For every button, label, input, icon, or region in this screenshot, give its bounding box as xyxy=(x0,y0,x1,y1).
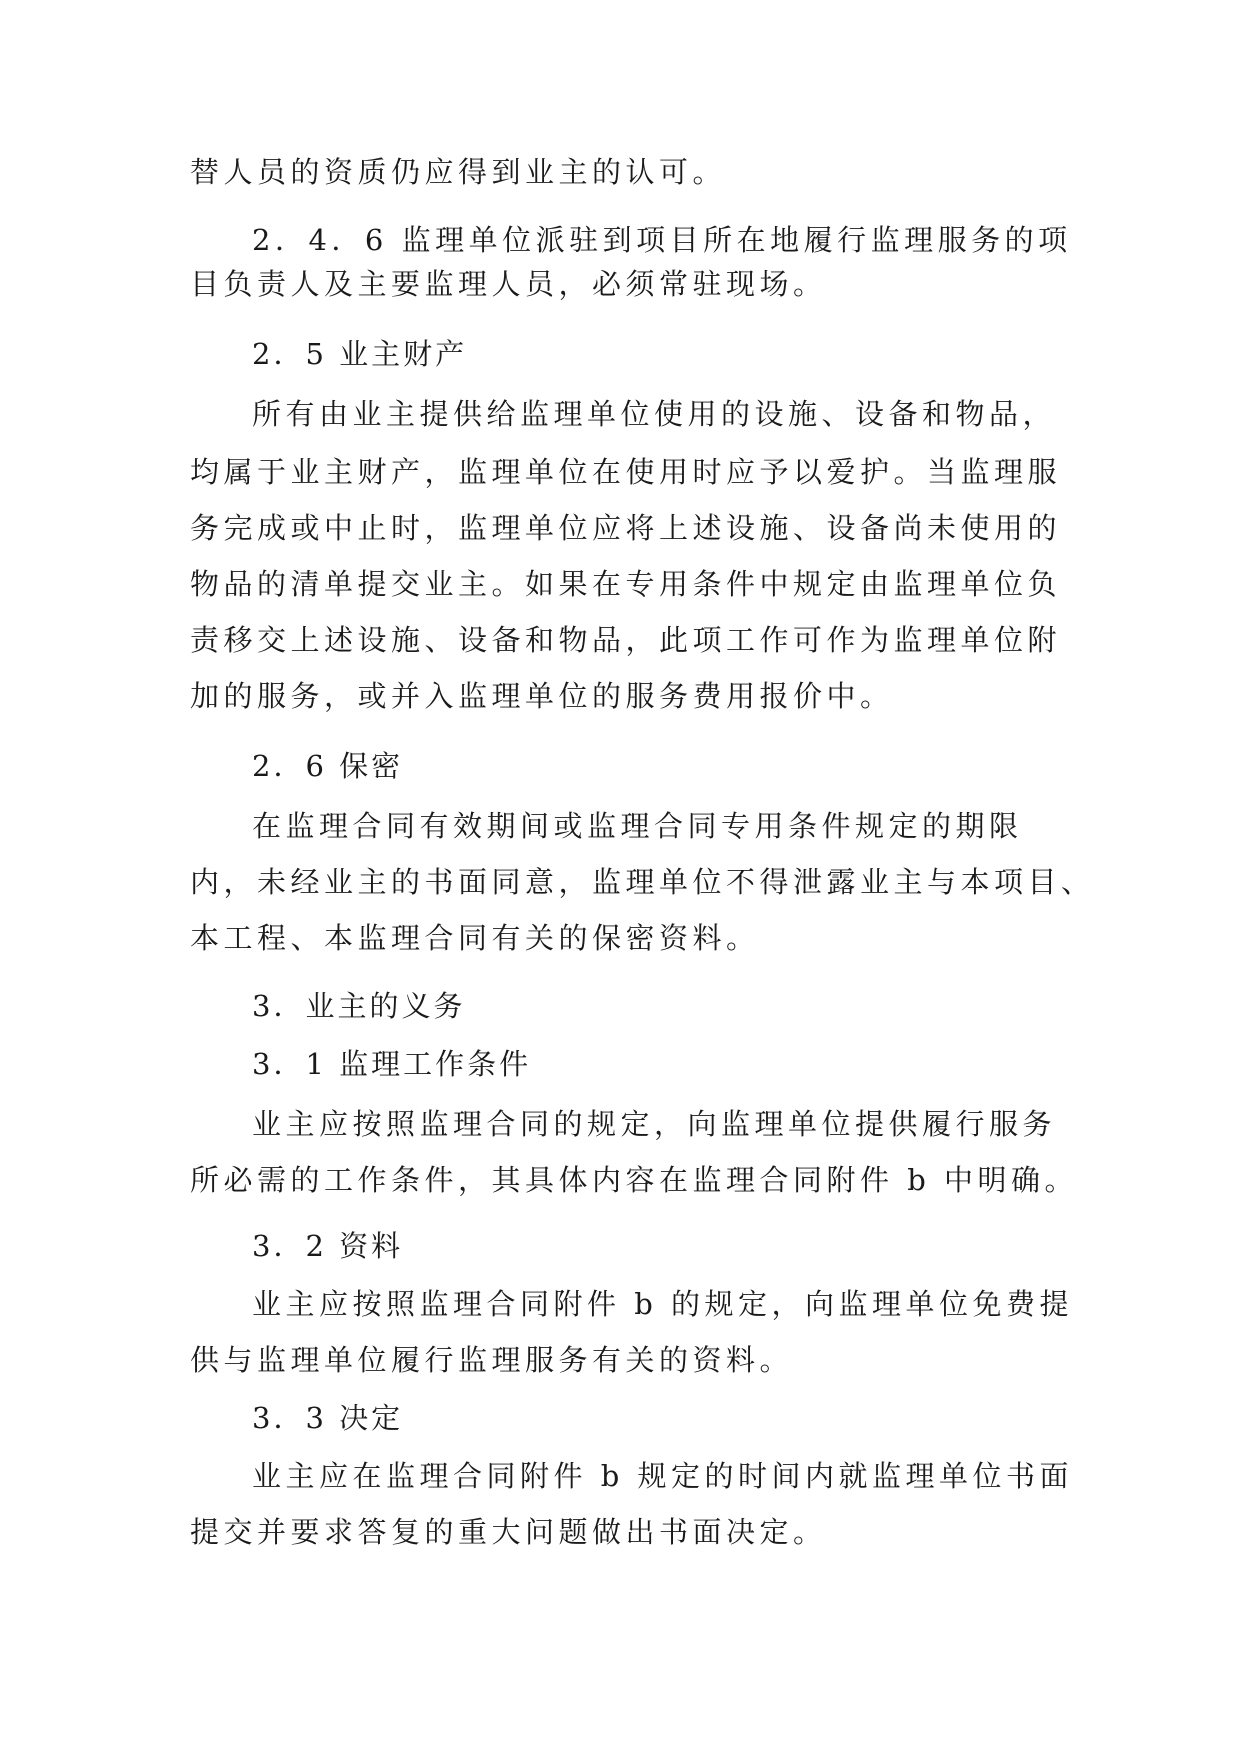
body-text-line: 业主应按照监理合同附件 b 的规定，向监理单位免费提 xyxy=(252,1287,1074,1321)
body-text-line: 业主应按照监理合同的规定，向监理单位提供履行服务 xyxy=(252,1107,1057,1141)
body-text-line: 提交并要求答复的重大问题做出书面决定。 xyxy=(190,1515,827,1549)
body-text-line: 在监理合同有效期间或监理合同专用条件规定的期限 xyxy=(252,809,1023,843)
clause-heading-3-2: 3．2 资料 xyxy=(252,1229,404,1263)
body-text-line: 内，未经业主的书面同意，监理单位不得泄露业主与本项目、 xyxy=(190,865,1095,899)
clause-heading-2-4-6: 2．4．6 监理单位派驻到项目所在地履行监理服务的项 xyxy=(252,223,1072,257)
clause-heading-3-1: 3．1 监理工作条件 xyxy=(252,1047,532,1081)
body-text-line: 所有由业主提供给监理单位使用的设施、设备和物品， xyxy=(252,397,1057,431)
body-text-line: 所必需的工作条件，其具体内容在监理合同附件 b 中明确。 xyxy=(190,1163,1079,1197)
section-heading-3: 3．业主的义务 xyxy=(252,989,466,1023)
body-text-line: 物品的清单提交业主。如果在专用条件中规定由监理单位负 xyxy=(190,567,1062,601)
body-text-line: 务完成或中止时，监理单位应将上述设施、设备尚未使用的 xyxy=(190,511,1062,545)
body-text-line: 业主应在监理合同附件 b 规定的时间内就监理单位书面 xyxy=(252,1459,1074,1493)
clause-heading-2-5: 2．5 业主财产 xyxy=(252,337,468,371)
body-text-line: 责移交上述设施、设备和物品，此项工作可作为监理单位附 xyxy=(190,623,1062,657)
clause-heading-2-6: 2．6 保密 xyxy=(252,749,404,783)
clause-heading-3-3: 3．3 决定 xyxy=(252,1401,404,1435)
body-text-line: 均属于业主财产，监理单位在使用时应予以爱护。当监理服 xyxy=(190,455,1062,489)
body-text-line: 加的服务，或并入监理单位的服务费用报价中。 xyxy=(190,679,894,713)
body-text-line: 供与监理单位履行监理服务有关的资料。 xyxy=(190,1343,794,1377)
body-text-line: 本工程、本监理合同有关的保密资料。 xyxy=(190,921,760,955)
body-text-line: 目负责人及主要监理人员，必须常驻现场。 xyxy=(190,267,827,301)
body-text-line: 替人员的资质仍应得到业主的认可。 xyxy=(190,155,727,189)
